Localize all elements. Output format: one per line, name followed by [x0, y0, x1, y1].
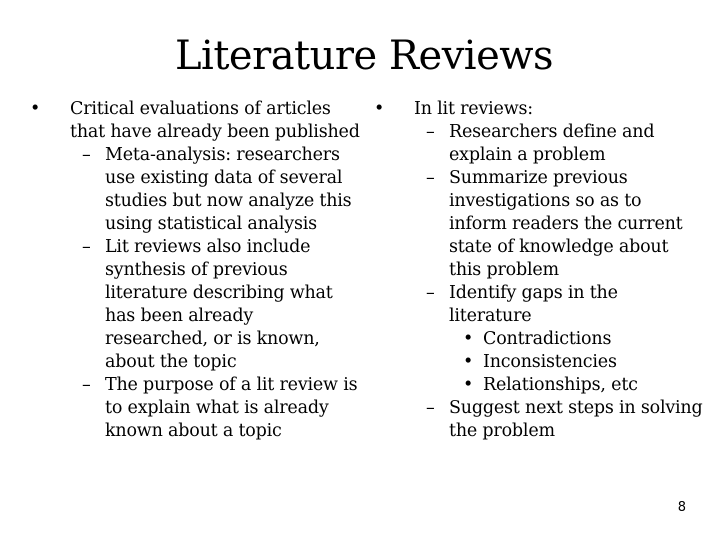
right-bullet-item	[374, 98, 704, 443]
dash-marker: –	[426, 283, 435, 303]
dash-marker: –	[426, 122, 435, 142]
left-sub-item	[70, 236, 360, 374]
left-sub-text: The purpose of a lit review is to explain what is already known about a topic	[105, 375, 358, 441]
left-sub-text: Lit reviews also include synthesis of previous literature describing what has been already researched, or is known, about the topic	[105, 237, 333, 372]
gaps-list	[449, 328, 704, 397]
bullet-marker: •	[463, 375, 474, 395]
right-sub-text: Summarize previous investigations so as to inform readers the current state of knowledge about this problem	[449, 168, 683, 280]
right-bullet-list	[374, 98, 704, 443]
slide-title: Literature Reviews	[174, 33, 554, 79]
gap-item	[449, 328, 704, 351]
dash-marker: –	[426, 168, 435, 188]
gap-item	[449, 351, 704, 374]
left-sub-item	[70, 144, 360, 236]
bullet-marker: •	[463, 352, 474, 372]
bullet-marker: •	[30, 99, 41, 119]
gap-text: Relationships, etc	[483, 375, 638, 395]
dash-marker: –	[426, 398, 435, 418]
left-sub-item	[70, 374, 360, 443]
right-sub-item	[414, 121, 704, 167]
dash-marker: –	[82, 375, 91, 395]
right-sub-list	[414, 121, 704, 443]
right-sub-text: Researchers define and explain a problem	[449, 122, 655, 165]
left-sub-list	[70, 144, 360, 443]
left-bullet-text: Critical evaluations of articles that have already been published	[70, 99, 360, 142]
right-sub-item	[414, 167, 704, 282]
gap-text: Contradictions	[483, 329, 612, 349]
right-bullet-text: In lit reviews:	[414, 99, 533, 119]
right-column	[374, 98, 704, 443]
right-sub-item	[414, 397, 704, 443]
dash-marker: –	[82, 145, 91, 165]
gap-text: Inconsistencies	[483, 352, 617, 372]
right-sub-item	[414, 282, 704, 397]
left-sub-text: Meta-analysis: researchers use existing data of several studies but now analyze this using statistical analysis	[105, 145, 352, 234]
gap-item	[449, 374, 704, 397]
bullet-marker: •	[374, 99, 385, 119]
left-column	[30, 98, 360, 443]
right-sub-text: Suggest next steps in solving the problem	[449, 398, 703, 441]
left-bullet-item	[30, 98, 360, 443]
bullet-marker: •	[463, 329, 474, 349]
page-number: 8	[677, 500, 686, 515]
right-sub-text: Identify gaps in the literature	[449, 283, 618, 326]
dash-marker: –	[82, 237, 91, 257]
left-bullet-list	[30, 98, 360, 443]
